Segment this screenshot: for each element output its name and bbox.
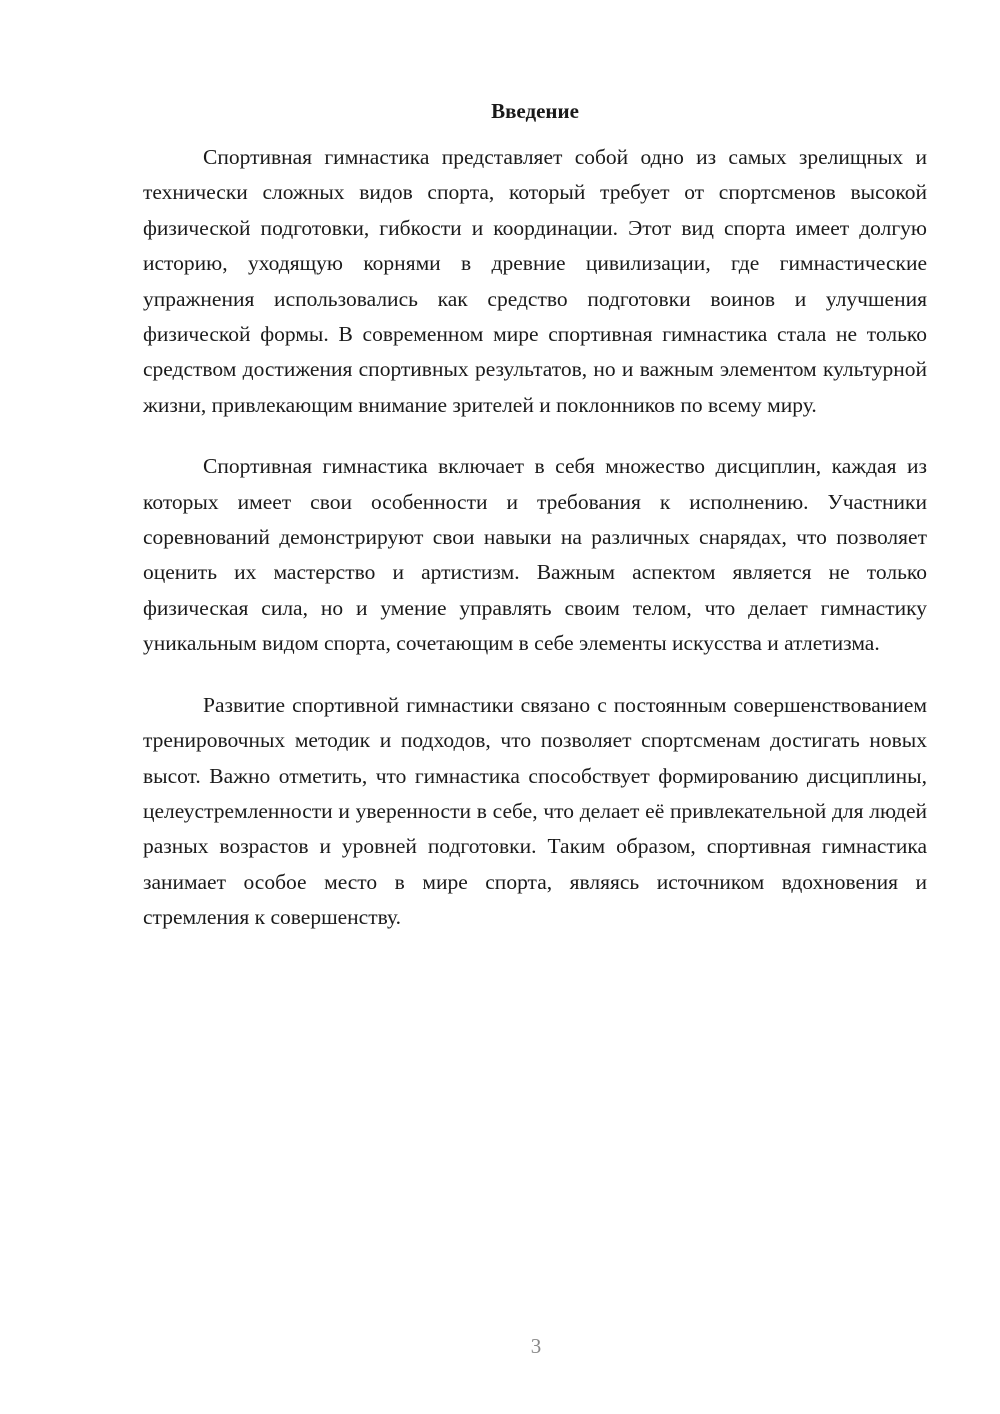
paragraph-3: Развитие спортивной гимнастики связано с постоянным совершенствованием тренировочных методик и подходов, что позволяет спортсменам достигать новых высот. Важно отметить, что гимнастика способствует формированию дисциплины, целеустремленности и уверенности в себе, что делает её привлекательной для людей разных возрастов и уровней подготовки. Таким образом, спортивная гимнастика занимает особое место в мире спорта, являясь источником вдохновения и стремления к совершенству.: [143, 692, 927, 930]
section-heading: Введение: [491, 99, 579, 123]
paragraph-2: Спортивная гимнастика включает в себя множество дисциплин, каждая из которых имеет свои особенности и требования к исполнению. Участники соревнований демонстрируют свои навыки на различных снарядах, что позволяет оценить их мастерство и артистизм. Важным аспектом является не только физическая сила, но и умение управлять своим телом, что делает гимнастику уникальным видом спорта, сочетающим в себе элементы искусства и атлетизма.: [143, 454, 927, 656]
paragraph-1: Спортивная гимнастика представляет собой одно из самых зрелищных и технически сложных видов спорта, который требует от спортсменов высокой физической подготовки, гибкости и координации. Этот вид спорта имеет долгую историю, уходящую корнями в древние цивилизации, где гимнастические упражнения использовались как средство подготовки воинов и улучшения физической формы. В современном мире спортивная гимнастика стала не только средством достижения спортивных результатов, но и важным элементом культурной жизни, привлекающим внимание зрителей и поклонников по всему миру.: [143, 145, 927, 417]
page-content: [143, 96, 927, 962]
page-number: 3: [530, 1334, 542, 1358]
